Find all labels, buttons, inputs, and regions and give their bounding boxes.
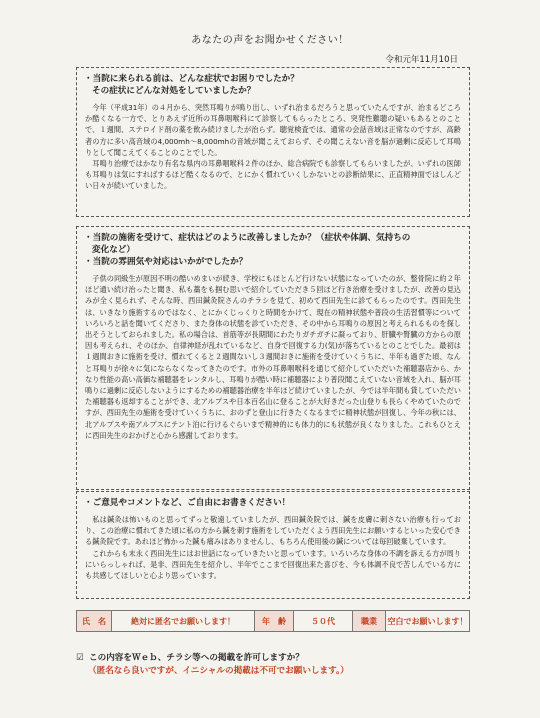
name-label: 氏 名 xyxy=(77,611,112,631)
consent-block xyxy=(76,652,496,678)
improvement-section xyxy=(76,226,470,490)
comments-section xyxy=(76,491,470,599)
improvement-question: ・当院の施術を受けて、症状はどのように改善しましたか？（症状や体調、気持ちの 変化など） ・当院の雰囲気や対応はいかがでしたか？ xyxy=(84,233,411,267)
job-label: 職業 xyxy=(353,611,386,631)
comments-answer: 私は鍼灸は怖いものと思ってずっと敬遠していましたが、西田鍼灸院では、鍼を皮膚に刺さない治療も行っており、この治療に慣れてきた頃に私の方から鍼を刺す施術をしていただくよう西田先生にお願いするといった安心できる鍼灸院です。あれほど怖かった鍼も痛みはありませんし、もちろん使用後の鍼については毎回破棄しています。 これからも末永く西田先生にはお世話になっていきたいと思っています。いろいろな身体の不調を訴える方が周りにいらっしゃれば、是非、西田先生を紹介し、半年でここまで回復出来た喜びを、今も体調不良で苦しんでいる方にも共感してほしいと心より思っています。 xyxy=(85,515,461,581)
name-value: 絶対に匿名でお願いします！ xyxy=(112,611,255,631)
job-value: 空白でお願いします！ xyxy=(387,616,468,626)
checkbox-checked-icon[interactable]: ☑ xyxy=(76,653,84,663)
consent-answer: （匿名なら良いですが、イニシャルの掲載は不可でお願いします。） xyxy=(88,666,349,676)
age-value: ５０代 xyxy=(294,611,353,631)
symptoms-answer: 今年（平成31年）の４月から、突然耳鳴りが鳴り出し、いずれ治まるだろうと思っていたんですが、治まるどころか酷くなる一方で、とりあえず近所の耳鼻咽喉科にて診察してもらったところ、突発性難聴の疑いもあるとのことで、１週間、ステロイド剤の薬を飲み続けましたが治らず。聴覚検査では、通常の会話音域は正常なのですが、高齢者の方に多い高音域の4,000mh～8,000mhの音域が聞こえておらず、その聞こえない音を脳が過剰に反応して耳鳴りとして聞こえてくることのことでした。 耳鳴り治療ではかなり有名な県内の耳鼻咽喉科２件のほか、総合病院でも診察してもらいましたが、いずれの医師も耳鳴りは気にすればするほど酷くなるので、とにかく慣れていくしかないとの診断結果に、正直精神面ではしんどい日々が続いていました。 xyxy=(85,103,461,191)
improvement-answer: 子供の同級生が原因不明の酷いめまいが続き、学校にもほとんど行けない状態になっていたのが、整骨院に約２年ほど通い続け治ったと聞き、私も藁をも掴む思いで紹介していただき５回ほど行き治療を受けましたが、改善の見込みが全く見られず、そんな時、西田鍼灸院さんのチラシを見て、初めて西田先生に診てもらったのです。西田先生は、いきなり施術するのではなく、とにかくじっくりと時間をかけて、現在の精神状態や普段の生活習慣等についていろいろと話を聞いてくださり、また身体の状態を診ていただき、その中から耳鳴りの原因と考えられるものを探し出そうとしておられました。私の場合は、首筋等が長期間にわたりガチガチに凝っており、肝臓や腎臓の方からの原因も考えられ、そのほか、自律神経が乱れているなど、自身で回復する力(気)が落ちているとのことでした。最初は１週間おきに施術を受け、慣れてくると２週間ないし３週間おきに施術を受けていくうちに、半年も過ぎた頃、なんと耳鳴りが徐々に気にならなくなってきたのです。市外の耳鼻咽喉科を通じて紹介していただいた補聴器店から、かなり性能の高い高価な補聴器をレンタルし、耳鳴りが酷い時に補聴器により普段聞こえていない音域を入れ、脳が耳鳴りに過剰に反応しないようにするための補聴器治療を半年ほど続けていましたが、今では半年間も貸していただいた補聴器も返却することができ、北アルプスや日本百名山に登ることが大好きだった山登りも長らくやめていたのですが、西田先生の施術を受けていくうちに、おのずと登山に行きたくなるまでに精神状態が回復し、今年の秋には、北アルプスや南アルプスにテント泊に行けるぐらいまで精神的にも体力的にも状態が良くなりました。これもひとえに西田先生のおかげと心から感謝しております。 xyxy=(85,274,461,440)
date: 令和元年11月10日 xyxy=(385,55,458,65)
page-title: あなたの声をお聞かせください！ xyxy=(191,35,349,46)
age-label: 年 齢 xyxy=(255,611,294,631)
consent-question: この内容をＷｅｂ、チラシ等への掲載を許可しますか？ xyxy=(89,653,304,663)
symptoms-section xyxy=(76,67,470,217)
respondent-info xyxy=(76,610,470,632)
comments-question: ・ご意見やコメントなど、ご自由にお書きください！ xyxy=(84,498,291,508)
symptoms-question: ・当院に来られる前は、どんな症状でお困りでしたか？ その症状にどんな対処をしていましたか？ xyxy=(84,74,299,96)
